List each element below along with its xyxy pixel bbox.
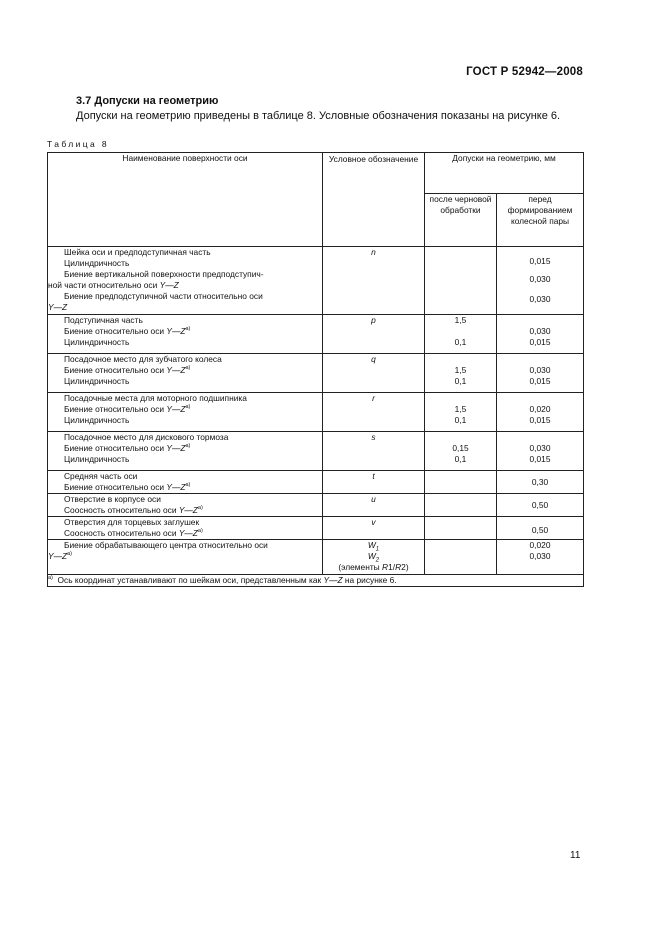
section-title: 3.7 Допуски на геометрию — [76, 95, 219, 107]
row-name: Посадочное место для зубчатого колеса Биение относительно оси $Y—Z^{a)}$ Цилиндричность — [48, 354, 323, 393]
row-name: Биение обрабатывающего центра относительно оси $Y—Z^{a)}$ — [48, 540, 323, 575]
header-name: Наименование поверхности оси — [48, 153, 323, 247]
row-value-rough — [425, 517, 497, 540]
document-id: ГОСТ Р 52942—2008 — [466, 66, 583, 78]
row-value-rough — [425, 540, 497, 575]
header-tolerance-group: Допуски на геометрию, мм — [425, 153, 584, 194]
row-value-rough: 1,5 0,1 — [425, 354, 497, 393]
row-value-final: 0,30 — [497, 471, 584, 494]
row-value-rough: 1,5 0,1 — [425, 315, 497, 354]
row-symbol: s — [323, 432, 425, 471]
row-name: Посадочное место для дискового тормоза Биение относительно оси $Y—Z^{a)}$ Цилиндричность — [48, 432, 323, 471]
row-value-rough: 0,15 0,1 — [425, 432, 497, 471]
header-before-assembly: перед формированием колесной пары — [497, 194, 584, 247]
table-row — [48, 354, 584, 393]
row-value-final: 0,015 0,030 0,030 — [497, 247, 584, 315]
section-intro: Допуски на геометрию приведены в таблице 8. Условные обозначения показаны на рисунке 6. — [76, 110, 561, 122]
row-value-rough — [425, 494, 497, 517]
row-name: Шейка оси и предподступичная часть Цилиндричность Биение вертикальной поверхности предподступич- ной части относительно оси Y—Z Биение предподступичной части относительно оси Y—Z — [48, 247, 323, 315]
table-row — [48, 315, 584, 354]
table-row — [48, 494, 584, 517]
row-name: Отверстия для торцевых заглушек Соосность относительно оси $Y—Z^{a)}$ — [48, 517, 323, 540]
row-symbol: n — [323, 247, 425, 315]
row-symbol: q — [323, 354, 425, 393]
row-value-final: 0,50 — [497, 494, 584, 517]
page-number: 11 — [570, 850, 581, 861]
row-symbol: $W_1$ $W_2$ (элементы R1/R2) — [323, 540, 425, 575]
table-row — [48, 517, 584, 540]
table-row — [48, 471, 584, 494]
row-value-rough — [425, 471, 497, 494]
row-value-final: 0,020 0,030 — [497, 540, 584, 575]
row-symbol: u — [323, 494, 425, 517]
row-name: Средняя часть оси Биение относительно оси $Y—Z^{a)}$ — [48, 471, 323, 494]
row-symbol: r — [323, 393, 425, 432]
row-symbol: t — [323, 471, 425, 494]
row-value-rough — [425, 247, 497, 315]
row-name: Отверстие в корпусе оси Соосность относительно оси $Y—Z^{a)}$ — [48, 494, 323, 517]
table-row — [48, 432, 584, 471]
table-footnote: $^{a)}$ Ось координат устанавливают по шейкам оси, представленным как Y—Z на рисунке 6. — [48, 575, 584, 587]
row-value-final: 0,50 — [497, 517, 584, 540]
tolerance-table — [47, 152, 584, 587]
row-symbol: p — [323, 315, 425, 354]
header-symbol: Условное обозначение — [323, 153, 425, 247]
table-row — [48, 540, 584, 575]
row-symbol: v — [323, 517, 425, 540]
table-caption: Таблица 8 — [47, 139, 110, 149]
header-rough: после черновой обработки — [425, 194, 497, 247]
row-name: Посадочные места для моторного подшипника Биение относительно оси $Y—Z^{a)}$ Цилиндричность — [48, 393, 323, 432]
row-value-final: 0,020 0,015 — [497, 393, 584, 432]
row-value-rough: 1,5 0,1 — [425, 393, 497, 432]
table-row — [48, 247, 584, 315]
row-value-final: 0,030 0,015 — [497, 315, 584, 354]
row-value-final: 0,030 0,015 — [497, 354, 584, 393]
row-value-final: 0,030 0,015 — [497, 432, 584, 471]
table-row — [48, 393, 584, 432]
row-name: Подступичная часть Биение относительно оси $Y—Z^{a)}$ Цилиндричность — [48, 315, 323, 354]
